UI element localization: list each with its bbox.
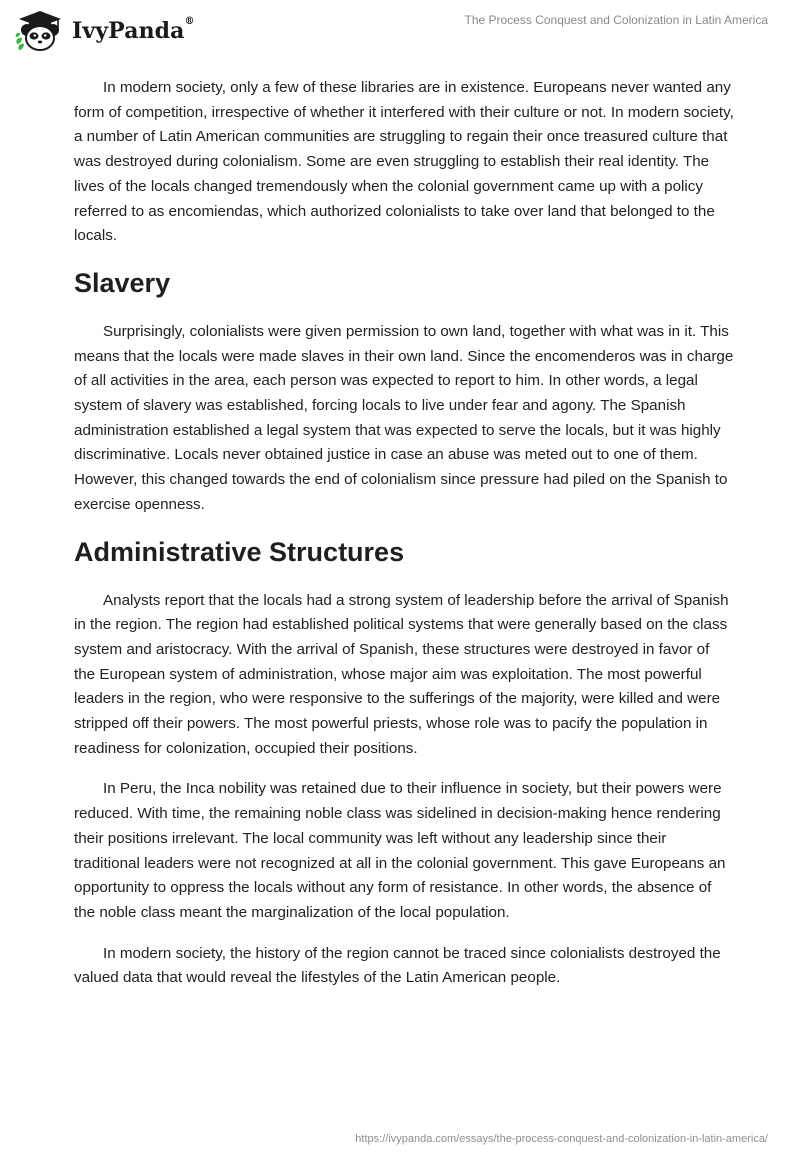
- paragraph-peru: In Peru, the Inca nobility was retained due to their influence in society, but their powers were reduced. With time, the remaining noble class was sidelined in decision-making hence rendering their positions irrelevant. The local community was left without any leadership since their traditional leaders were not recognized at all in the colonial government. This gave Europeans an opportunity to oppress the locals without any form of resistance. In other words, the absence of the noble class meant the marginalization of the local population.: [74, 780, 726, 921]
- paragraph-slavery: Surprisingly, colonialists were given permission to own land, together with what was in it. This means that the locals were made slaves in their own land. Since the encomenderos was in charge of all activities in the area, each person was expected to report to him. In other words, a legal system of slavery was established, forcing locals to live under fear and agony. The Spanish administration established a legal system that was expected to serve the locals, but it was highly discriminative. Locals never obtained justice in case an abuse was meted out to one of them. However, this changed towards the end of colonialism since pressure had piled on the Spanish to exercise openness.: [74, 322, 734, 513]
- paragraph-libraries: In modern society, only a few of these libraries are in existence. Europeans never wanted any form of competition, irrespective of whether it interfered with their culture or not. In modern society, a number of Latin American communities are struggling to regain their once treasured culture that was destroyed during colonialism. Some are even struggling to establish their real identity. The lives of the locals changed tremendously when the colonial government came up with a policy referred to as encomiendas, which authorized colonialists to take over land that belonged to the locals.: [74, 79, 734, 245]
- document-title: The Process Conquest and Colonization in Latin America: [464, 13, 768, 27]
- brand-name-text: IvyPanda: [72, 18, 185, 44]
- article-body: [74, 76, 734, 1007]
- page-header: [0, 0, 800, 62]
- paragraph-history: In modern society, the history of the region cannot be traced since colonialists destroyed the valued data that would reveal the lifestyles of the Latin American people.: [74, 944, 721, 987]
- heading-administrative-structures: Administrative Structures: [74, 536, 405, 567]
- registered-mark: ®: [184, 16, 195, 27]
- source-url[interactable]: https://ivypanda.com/essays/the-process-conquest-and-colonization-in-latin-america/: [355, 1133, 768, 1145]
- panda-logo-icon: [14, 10, 66, 52]
- ivypanda-logo[interactable]: [14, 10, 195, 52]
- heading-slavery: Slavery: [74, 267, 171, 298]
- brand-name: [72, 18, 195, 44]
- paragraph-leadership: Analysts report that the locals had a strong system of leadership before the arrival of Spanish in the region. The region had established political systems that were generally based on the class system and aristocracy. With the arrival of Spanish, these structures were destroyed in favor of the European system of administration, whose major aim was exploitation. The most powerful leaders in the region, who were responsive to the sufferings of the majority, were killed and were stripped off their powers. The most powerful priests, whose role was to pacify the population in readiness for colonization, occupied their positions.: [74, 591, 729, 757]
